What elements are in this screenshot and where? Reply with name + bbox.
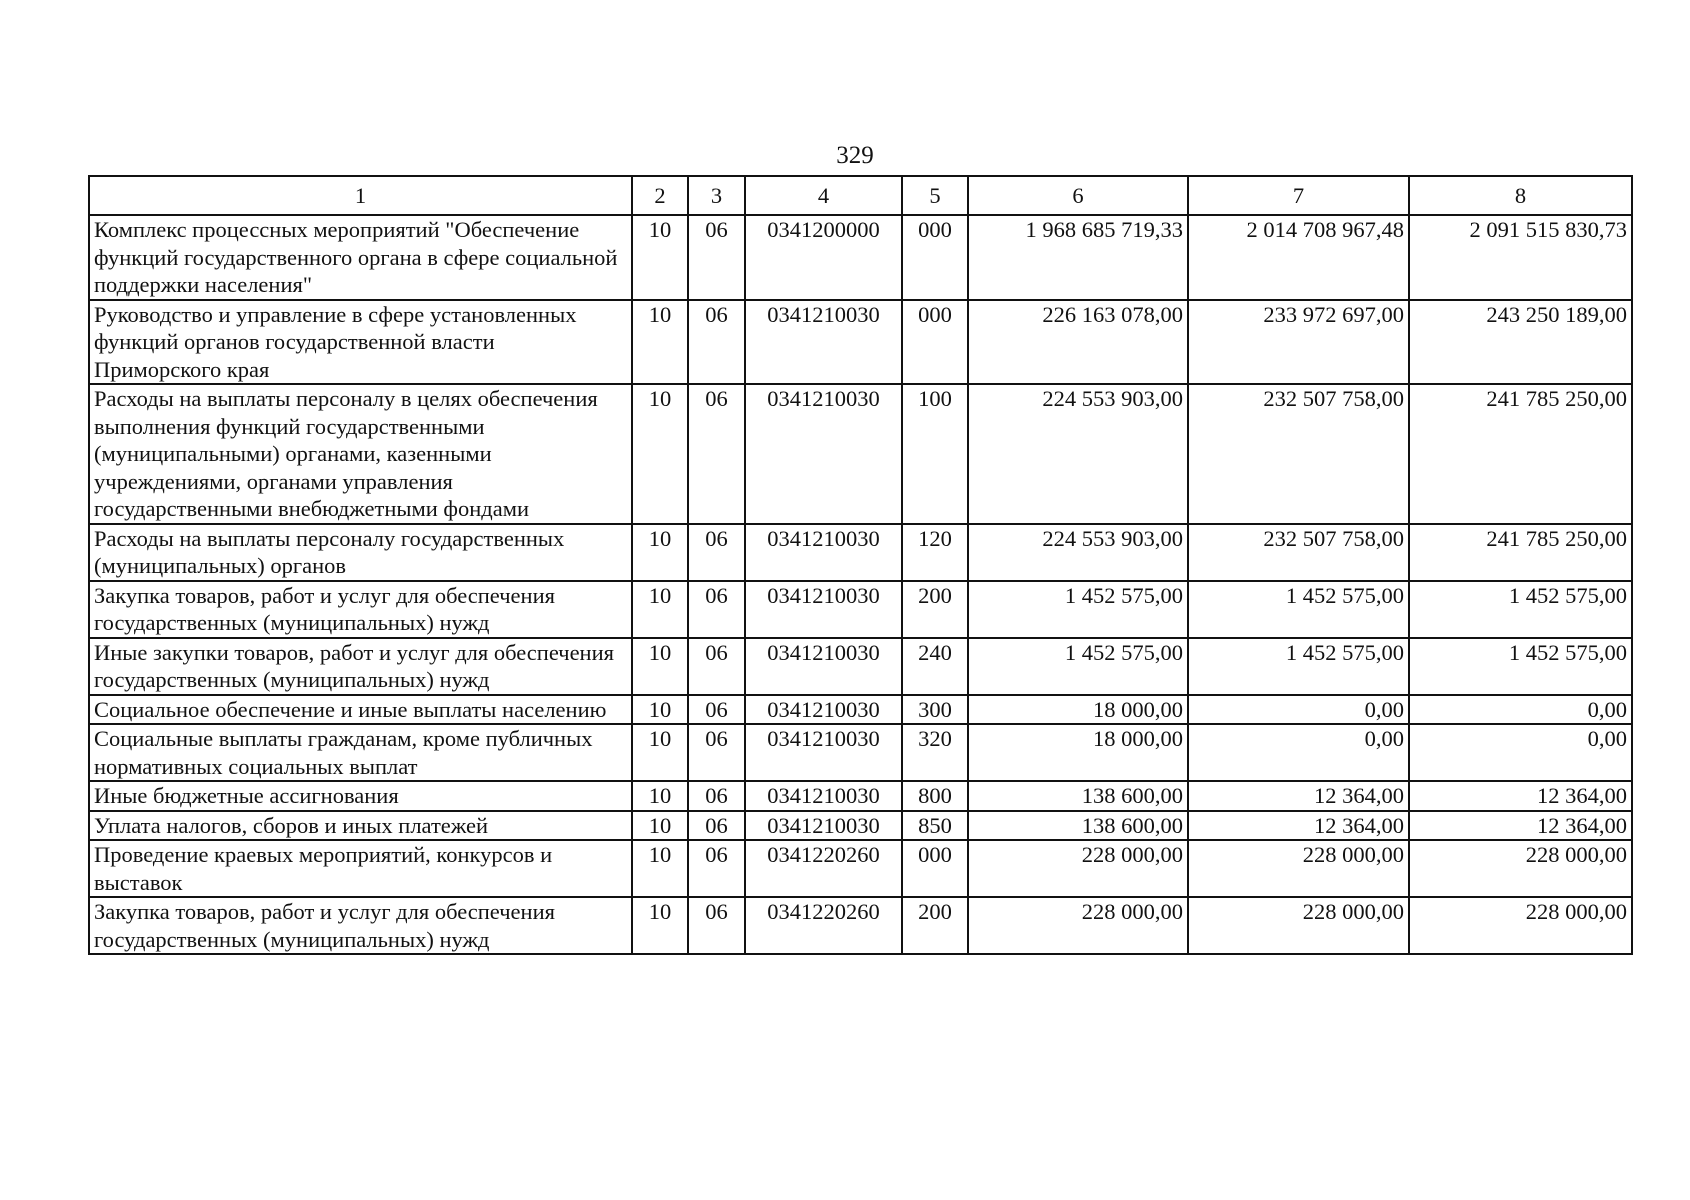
subsection-code: 06 [688, 695, 745, 725]
row-name: Социальное обеспечение и иные выплаты населению [89, 695, 632, 725]
table-row [89, 811, 1632, 841]
section-code: 10 [632, 524, 688, 581]
expense-type-code: 300 [902, 695, 968, 725]
expense-type-code: 000 [902, 300, 968, 385]
row-name: Комплекс процессных мероприятий "Обеспечение функций государственного органа в сфере социальной поддержки населения" [89, 215, 632, 300]
table-row [89, 384, 1632, 524]
subsection-code: 06 [688, 581, 745, 638]
target-article-code: 0341210030 [745, 524, 902, 581]
column-header: 7 [1188, 176, 1409, 215]
page-number: 329 [836, 142, 874, 169]
row-name: Руководство и управление в сфере установленных функций органов государственной власти Приморского края [89, 300, 632, 385]
amount-col7: 228 000,00 [1188, 897, 1409, 954]
amount-col8: 228 000,00 [1409, 897, 1632, 954]
amount-col6: 138 600,00 [968, 781, 1188, 811]
amount-col8: 0,00 [1409, 724, 1632, 781]
amount-col6: 228 000,00 [968, 840, 1188, 897]
row-name: Расходы на выплаты персоналу в целях обеспечения выполнения функций государственными (муниципальными) органами, казенными учреждениями, органами управления государственными внебюджетными фондами [89, 384, 632, 524]
amount-col8: 12 364,00 [1409, 811, 1632, 841]
table-row [89, 724, 1632, 781]
target-article-code: 0341210030 [745, 781, 902, 811]
amount-col6: 224 553 903,00 [968, 524, 1188, 581]
table-row [89, 695, 1632, 725]
subsection-code: 06 [688, 897, 745, 954]
amount-col7: 2 014 708 967,48 [1188, 215, 1409, 300]
subsection-code: 06 [688, 215, 745, 300]
amount-col7: 0,00 [1188, 695, 1409, 725]
row-name: Иные закупки товаров, работ и услуг для обеспечения государственных (муниципальных) нужд [89, 638, 632, 695]
target-article-code: 0341210030 [745, 811, 902, 841]
section-code: 10 [632, 300, 688, 385]
amount-col6: 18 000,00 [968, 724, 1188, 781]
amount-col8: 1 452 575,00 [1409, 638, 1632, 695]
amount-col6: 228 000,00 [968, 897, 1188, 954]
subsection-code: 06 [688, 724, 745, 781]
header-row [89, 176, 1632, 215]
expense-type-code: 240 [902, 638, 968, 695]
target-article-code: 0341210030 [745, 384, 902, 524]
table-row [89, 638, 1632, 695]
amount-col7: 1 452 575,00 [1188, 581, 1409, 638]
target-article-code: 0341220260 [745, 840, 902, 897]
section-code: 10 [632, 811, 688, 841]
table-row [89, 300, 1632, 385]
expense-type-code: 200 [902, 897, 968, 954]
table-row [89, 897, 1632, 954]
section-code: 10 [632, 215, 688, 300]
expense-type-code: 800 [902, 781, 968, 811]
row-name: Уплата налогов, сборов и иных платежей [89, 811, 632, 841]
amount-col8: 243 250 189,00 [1409, 300, 1632, 385]
amount-col6: 226 163 078,00 [968, 300, 1188, 385]
expense-type-code: 100 [902, 384, 968, 524]
amount-col8: 241 785 250,00 [1409, 384, 1632, 524]
table-row [89, 781, 1632, 811]
column-header: 5 [902, 176, 968, 215]
amount-col8: 1 452 575,00 [1409, 581, 1632, 638]
subsection-code: 06 [688, 300, 745, 385]
table-row [89, 840, 1632, 897]
amount-col8: 12 364,00 [1409, 781, 1632, 811]
budget-table [88, 175, 1633, 955]
amount-col6: 138 600,00 [968, 811, 1188, 841]
row-name: Проведение краевых мероприятий, конкурсов и выставок [89, 840, 632, 897]
subsection-code: 06 [688, 384, 745, 524]
amount-col6: 1 968 685 719,33 [968, 215, 1188, 300]
row-name: Расходы на выплаты персоналу государственных (муниципальных) органов [89, 524, 632, 581]
amount-col7: 0,00 [1188, 724, 1409, 781]
section-code: 10 [632, 840, 688, 897]
amount-col7: 228 000,00 [1188, 840, 1409, 897]
amount-col6: 224 553 903,00 [968, 384, 1188, 524]
column-header: 4 [745, 176, 902, 215]
target-article-code: 0341220260 [745, 897, 902, 954]
row-name: Иные бюджетные ассигнования [89, 781, 632, 811]
amount-col8: 228 000,00 [1409, 840, 1632, 897]
amount-col6: 18 000,00 [968, 695, 1188, 725]
target-article-code: 0341200000 [745, 215, 902, 300]
section-code: 10 [632, 781, 688, 811]
expense-type-code: 200 [902, 581, 968, 638]
amount-col7: 12 364,00 [1188, 811, 1409, 841]
table-row [89, 581, 1632, 638]
section-code: 10 [632, 384, 688, 524]
section-code: 10 [632, 638, 688, 695]
expense-type-code: 320 [902, 724, 968, 781]
amount-col8: 0,00 [1409, 695, 1632, 725]
section-code: 10 [632, 897, 688, 954]
column-header: 2 [632, 176, 688, 215]
subsection-code: 06 [688, 811, 745, 841]
column-header: 6 [968, 176, 1188, 215]
subsection-code: 06 [688, 840, 745, 897]
subsection-code: 06 [688, 524, 745, 581]
column-header: 3 [688, 176, 745, 215]
amount-col8: 2 091 515 830,73 [1409, 215, 1632, 300]
amount-col7: 232 507 758,00 [1188, 384, 1409, 524]
target-article-code: 0341210030 [745, 300, 902, 385]
row-name: Закупка товаров, работ и услуг для обеспечения государственных (муниципальных) нужд [89, 897, 632, 954]
expense-type-code: 120 [902, 524, 968, 581]
section-code: 10 [632, 581, 688, 638]
row-name: Закупка товаров, работ и услуг для обеспечения государственных (муниципальных) нужд [89, 581, 632, 638]
subsection-code: 06 [688, 638, 745, 695]
subsection-code: 06 [688, 781, 745, 811]
amount-col7: 233 972 697,00 [1188, 300, 1409, 385]
section-code: 10 [632, 724, 688, 781]
column-header: 1 [89, 176, 632, 215]
expense-type-code: 000 [902, 840, 968, 897]
table-row [89, 215, 1632, 300]
target-article-code: 0341210030 [745, 724, 902, 781]
amount-col6: 1 452 575,00 [968, 638, 1188, 695]
amount-col7: 12 364,00 [1188, 781, 1409, 811]
table-row [89, 524, 1632, 581]
expense-type-code: 000 [902, 215, 968, 300]
amount-col7: 1 452 575,00 [1188, 638, 1409, 695]
section-code: 10 [632, 695, 688, 725]
column-header: 8 [1409, 176, 1632, 215]
row-name: Социальные выплаты гражданам, кроме публичных нормативных социальных выплат [89, 724, 632, 781]
target-article-code: 0341210030 [745, 695, 902, 725]
amount-col8: 241 785 250,00 [1409, 524, 1632, 581]
amount-col6: 1 452 575,00 [968, 581, 1188, 638]
target-article-code: 0341210030 [745, 581, 902, 638]
amount-col7: 232 507 758,00 [1188, 524, 1409, 581]
target-article-code: 0341210030 [745, 638, 902, 695]
expense-type-code: 850 [902, 811, 968, 841]
